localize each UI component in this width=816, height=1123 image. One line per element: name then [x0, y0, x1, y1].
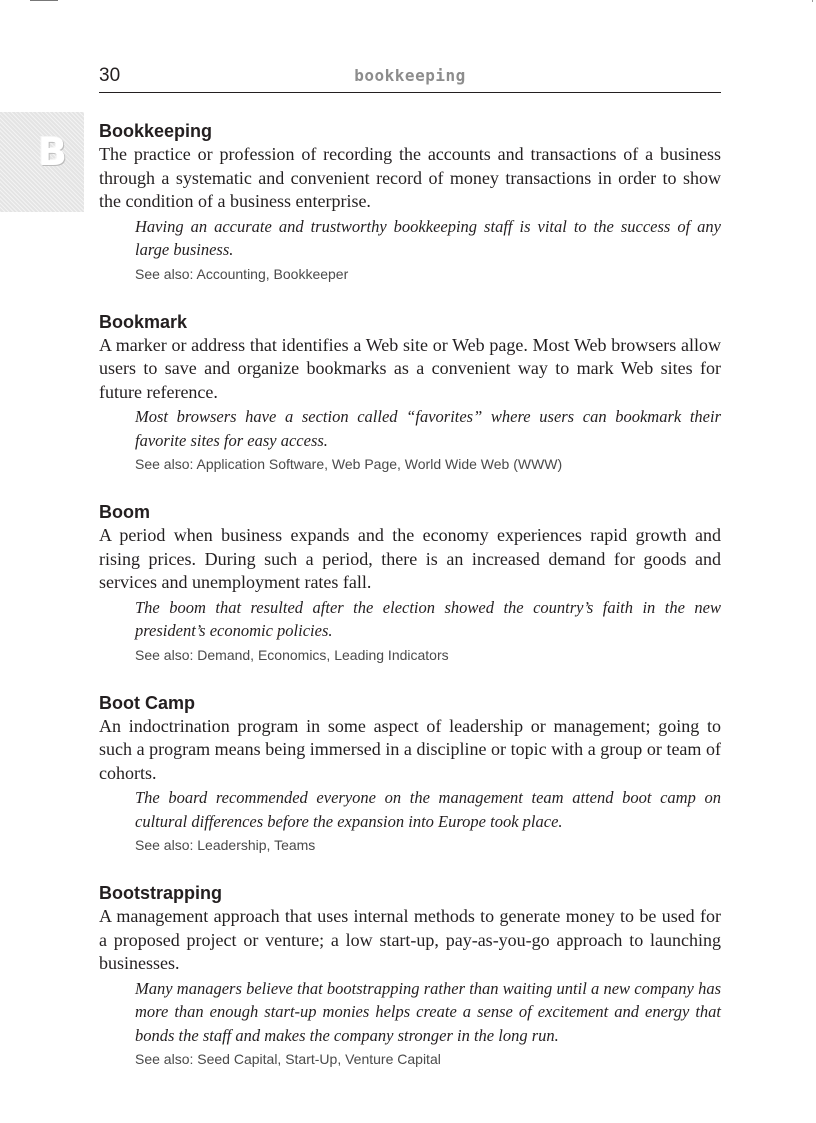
entry-example: Many managers believe that bootstrapping rather than waiting until a new company has more than enough start-up monies helps create a sense of excitement and energy that bonds the staff and makes the company stronger in the long run.: [135, 978, 721, 1045]
entry-definition: An indoctrination program in some aspect of leadership or management; going to such a program means being immersed in a discipline or topic with a group or team of cohorts.: [99, 715, 721, 783]
entry-see-also: See also: Demand, Economics, Leading Indicators: [135, 646, 449, 663]
entry-term: Bookmark: [99, 311, 188, 332]
entry-definition: A period when business expands and the economy experiences rapid growth and rising prices. During such a period, there is an increased demand for goods and services and unemployment rates fall.: [99, 525, 721, 592]
crop-dot: [812, 0, 813, 2]
entry-example: Having an accurate and trustworthy bookkeeping staff is vital to the success of any large business.: [135, 216, 721, 259]
tab-letter: B: [38, 130, 67, 174]
page-number: 30: [99, 65, 121, 86]
page-header: [99, 64, 721, 93]
glossary-entry: [99, 119, 721, 284]
entry-term: Bootstrapping: [99, 883, 222, 903]
glossary-entry: [99, 881, 721, 1069]
entry-definition: A marker or address that identifies a Web site or Web page. Most Web browsers allow users to save and organize bookmarks as a convenient way to mark Web sites for future reference.: [99, 334, 721, 402]
entry-term: Boot Camp: [99, 692, 195, 713]
glossary-entries: [99, 119, 721, 1095]
entry-example: Most browsers have a section called “favorites” where users can bookmark their favorite sites for easy access.: [135, 407, 721, 450]
glossary-entry: [99, 691, 721, 856]
entry-definition: The practice or profession of recording the accounts and transactions of a business through a systematic and convenient record of money transactions in order to show the condition of a business enterprise.: [99, 144, 721, 211]
letter-tab: [0, 112, 84, 212]
entry-example: The board recommended everyone on the management team attend boot camp on cultural differences before the expansion into Europe took place.: [135, 788, 721, 831]
crop-mark: [30, 0, 58, 1]
entry-example: The boom that resulted after the election showed the country’s faith in the new president’s economic policies.: [135, 597, 721, 640]
glossary-entry: [99, 310, 721, 475]
glossary-entry: [99, 500, 721, 665]
entry-definition: A management approach that uses internal methods to generate money to be used for a proposed project or venture; a low start-up, pay-as-you-go approach to launching businesses.: [99, 906, 721, 973]
entry-term: Boom: [99, 502, 150, 522]
running-head: bookkeeping: [354, 66, 466, 85]
entry-see-also: See also: Application Software, Web Page, World Wide Web (WWW): [135, 456, 563, 472]
entry-see-also: See also: Leadership, Teams: [135, 837, 316, 853]
entry-see-also: See also: Seed Capital, Start-Up, Venture Capital: [135, 1051, 441, 1067]
entry-term: Bookkeeping: [99, 121, 213, 141]
entry-see-also: See also: Accounting, Bookkeeper: [135, 265, 349, 282]
